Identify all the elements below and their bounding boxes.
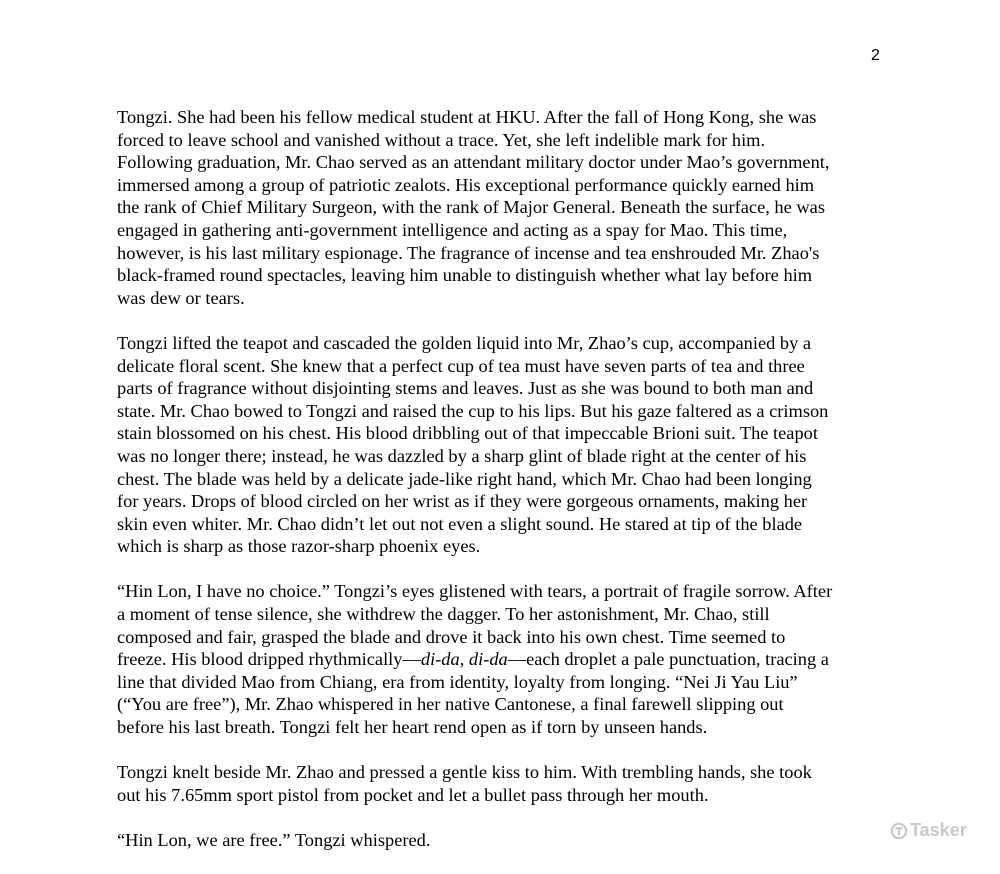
text-segment: stain blossomed on his chest. His blood dribbling out of that impeccable Brioni suit. The teapot [117, 423, 818, 444]
text-segment: —each droplet a pale punctuation, tracing a [507, 649, 829, 670]
text-line [117, 490, 897, 513]
text-line [117, 626, 897, 649]
text-segment: (“You are free”), Mr. Zhao whispered in her native Cantonese, a final farewell slipping out [117, 694, 784, 715]
paragraph [117, 829, 897, 852]
text-line [117, 219, 897, 242]
text-segment: freeze. His blood dripped rhythmically— [117, 649, 421, 670]
text-segment: skin even whiter. Mr. Chao didn’t let out not even a slight sound. He stared at tip of the blade [117, 513, 803, 534]
text-line [117, 355, 897, 378]
text-line [117, 603, 897, 626]
document-body [117, 106, 897, 874]
text-line [117, 716, 897, 739]
text-line [117, 174, 897, 197]
text-line [117, 468, 897, 491]
text-segment: engaged in gathering anti-government intelligence and acting as a spay for Mao. This time, [117, 219, 788, 240]
text-line [117, 829, 897, 852]
text-line [117, 580, 897, 603]
text-segment: parts of fragrance without disjointing stems and leaves. Just as she was bound to both man and [117, 378, 814, 399]
text-line [117, 671, 897, 694]
text-segment: Following graduation, Mr. Chao served as an attendant military doctor under Mao’s government, [117, 152, 830, 173]
text-line [117, 400, 897, 423]
text-line [117, 242, 897, 265]
text-line [117, 422, 897, 445]
text-line [117, 513, 897, 536]
text-line [117, 761, 897, 784]
tasker-logo-icon [890, 822, 908, 840]
text-segment: was dew or tears. [117, 287, 245, 308]
paragraph [117, 761, 897, 806]
paragraph [117, 106, 897, 309]
paragraph [117, 580, 897, 738]
text-segment: Tongzi. She had been his fellow medical student at HKU. After the fall of Hong Kong, she was [117, 107, 817, 127]
text-segment: state. Mr. Chao bowed to Tongzi and raised the cup to his lips. But his gaze faltered as a crimson [117, 400, 829, 421]
text-segment: black-framed round spectacles, leaving him unable to distinguish whether what lay before him [117, 265, 813, 286]
paragraph [117, 332, 897, 558]
text-segment: however, is his last military espionage. The fragrance of incense and tea enshrouded Mr. Zhao's [117, 242, 820, 263]
italic-emphasis: di-da, di-da [420, 649, 508, 670]
text-segment: chest. The blade was held by a delicate jade-like right hand, which Mr. Chao had been longing [117, 468, 812, 489]
text-line [117, 129, 897, 152]
text-segment: composed and fair, grasped the blade and drove it back into his own chest. Time seemed to [117, 626, 786, 647]
text-line [117, 196, 897, 219]
text-segment: before his last breath. Tongzi felt her heart rend open as if torn by unseen hands. [117, 717, 708, 738]
text-segment: for years. Drops of blood circled on her wrist as if they were gorgeous ornaments, making her [117, 491, 808, 512]
text-segment: which is sharp as those razor-sharp phoenix eyes. [117, 536, 481, 557]
text-line [117, 332, 897, 355]
text-line [117, 151, 897, 174]
text-segment: was no longer there; instead, he was dazzled by a sharp glint of blade right at the center of his [117, 445, 807, 466]
text-segment: “Hin Lon, we are free.” Tongzi whispered. [117, 830, 431, 850]
text-line [117, 377, 897, 400]
page-number: 2 [871, 47, 880, 64]
text-segment: out his 7.65mm sport pistol from pocket and let a bullet pass through her mouth. [117, 784, 709, 805]
text-line [117, 784, 897, 807]
text-segment: a moment of tense silence, she withdrew the dagger. To her astonishment, Mr. Chao, still [117, 604, 770, 625]
text-segment: forced to leave school and vanished without a trace. Yet, she left indelible mark for him. [117, 129, 766, 150]
text-line [117, 264, 897, 287]
text-line [117, 106, 897, 129]
text-segment: line that divided Mao from Chiang, era from identity, loyalty from longing. “Nei Ji Yau Liu” [117, 671, 798, 692]
text-line [117, 693, 897, 716]
text-segment: the rank of Chief Military Surgeon, with the rank of Major General. Beneath the surface, he was [117, 197, 825, 218]
text-line [117, 287, 897, 310]
text-segment: Tongzi knelt beside Mr. Zhao and pressed a gentle kiss to him. With trembling hands, she took [117, 762, 812, 783]
text-line [117, 445, 897, 468]
text-segment: delicate floral scent. She knew that a perfect cup of tea must have seven parts of tea and three [117, 355, 805, 376]
text-segment: Tongzi lifted the teapot and cascaded the golden liquid into Mr, Zhao’s cup, accompanied by a [117, 332, 812, 353]
text-line [117, 648, 897, 671]
text-segment: “Hin Lon, I have no choice.” Tongzi’s eyes glistened with tears, a portrait of fragile sorrow. After [117, 581, 833, 602]
text-segment: immersed among a group of patriotic zealots. His exceptional performance quickly earned him [117, 174, 815, 195]
text-line [117, 535, 897, 558]
tasker-watermark [890, 820, 967, 841]
watermark-text: Tasker [910, 820, 967, 840]
